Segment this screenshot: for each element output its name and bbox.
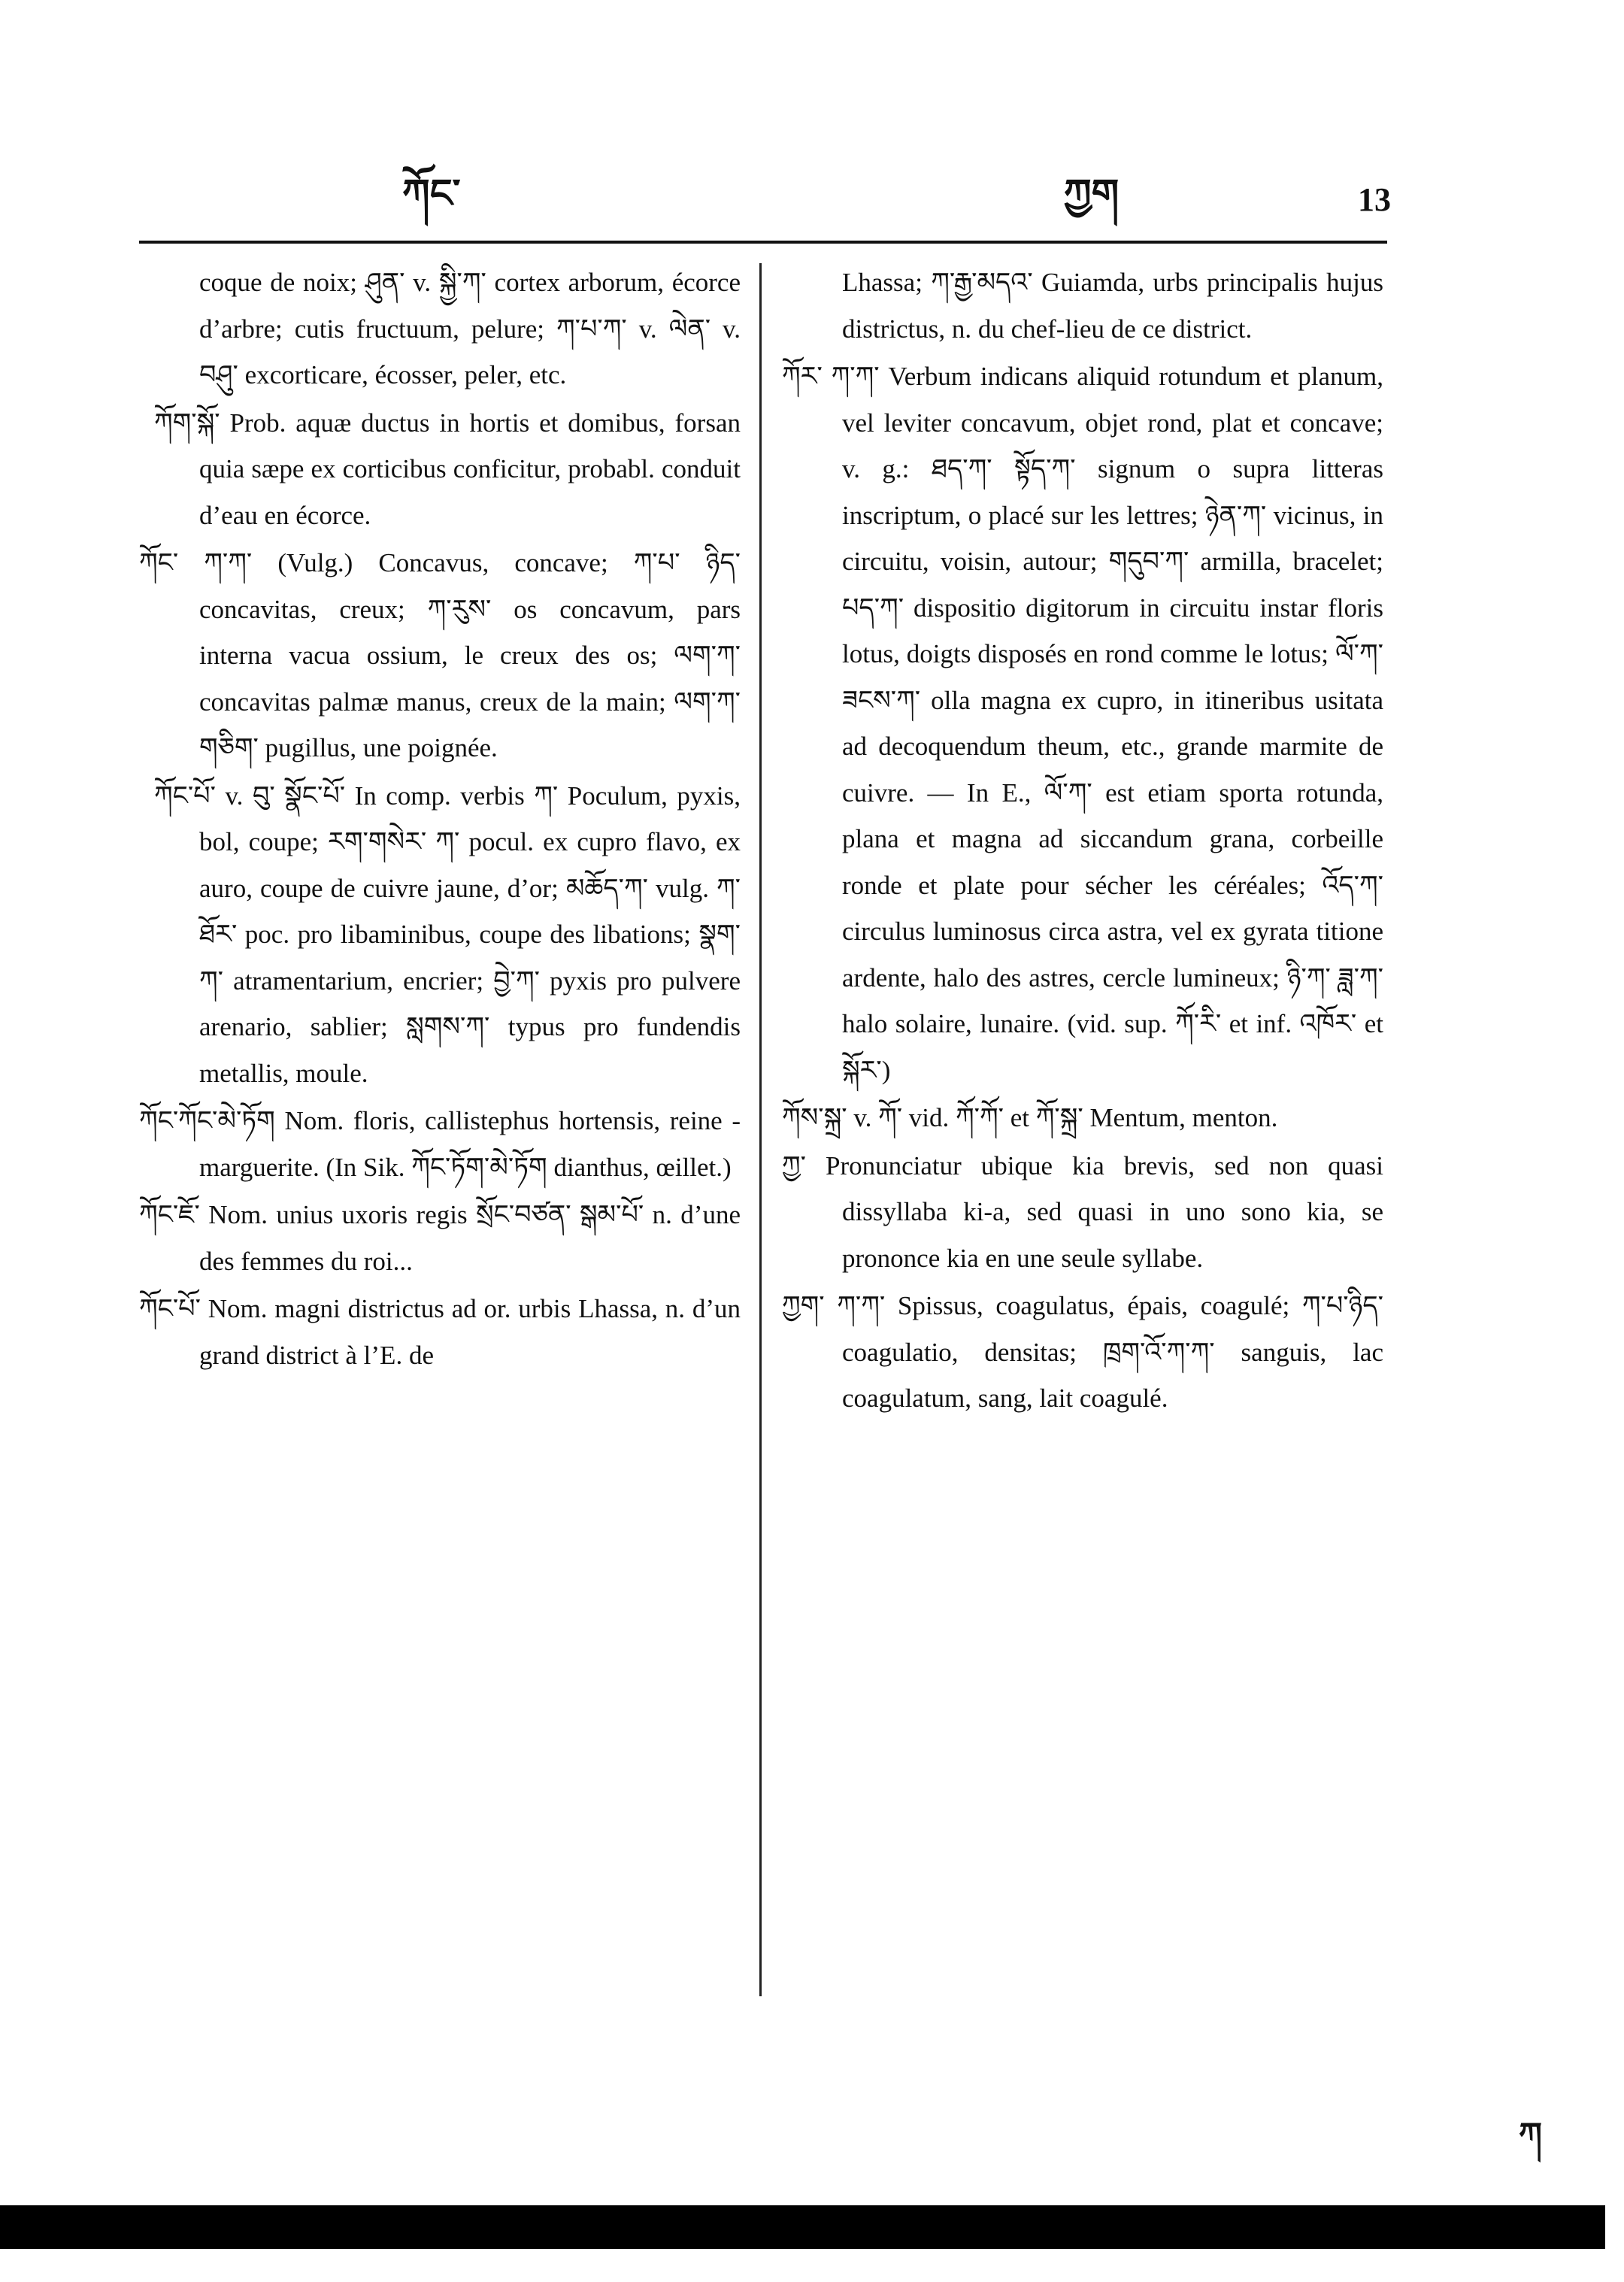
dictionary-entry: ཀོང་པོ་ Nom. magni districtus ad or. urbis Lhassa, n. d’un grand district à l’E. de xyxy=(139,1294,741,1370)
signature-mark: ཀ xyxy=(1519,2117,1542,2153)
scan-edge-bar xyxy=(0,2205,1605,2249)
dictionary-entry: ཀོས་སྐྲ་ v. ཀོ་ vid. ཀོ་ཀོ་ et ཀོ་སྐྲ་ Mentum, menton. xyxy=(782,1103,1278,1132)
right-running-head: ཀྱག xyxy=(1064,173,1120,216)
left-running-head: ཀོང་ xyxy=(402,173,461,216)
page-number: 13 xyxy=(1358,181,1391,218)
dictionary-entry: ཀོང་ཀོང་མེ་ཏོག Nom. floris, callistephus hortensis, reine - marguerite. (In Sik. ཀོང་ཏོག་མེ་ཏོག dianthus, œillet.) xyxy=(139,1106,741,1182)
dictionary-entry: ཀོང་ཇོ་ Nom. unius uxoris regis སྲོང་བཙན་ སྒམ་པོ་ n. d’une des femmes du roi... xyxy=(139,1200,741,1276)
dictionary-entry: ཀོང་པོ་ v. བུ་ སྣོང་པོ་ In comp. verbis ཀ་ Poculum, pyxis, bol, coupe; རག་གསེར་ ཀ་ pocul. ex cupro flavo, ex auro, coupe de cuivre jaune, d’or; མཆོད་ཀ་ vulg. ཀ་ཐོར་ poc. pro libaminibus, coupe des libations; སྣག་ཀ་ atramentarium, encrier; བྱེ་ཀ་ pyxis pro pulvere arenario, sablier; སླགས་ཀ་ typus pro fundendis metallis, moule. xyxy=(154,780,741,1088)
column-divider xyxy=(759,263,762,1996)
header-rule xyxy=(139,241,1387,244)
dictionary-entry: ཀྱག་ ཀ་ཀ་ Spissus, coagulatus, épais, coagulé; ཀ་པ་ཉིད་ coagulatio, densitas; ཁྲག་འོ་ཀ་ཀ་ sanguis, lac coagulatum, sang, lait coagulé. xyxy=(782,1291,1383,1413)
dictionary-entry: ཀོག་སྐོ་ Prob. aquæ ductus in hortis et domibus, forsan quia sæpe ex corticibus conficitur, probabl. conduit d’eau en écorce. xyxy=(154,408,741,530)
left-column xyxy=(139,259,741,1380)
dictionary-entry: ཀྱ་ Pronunciatur ubique kia brevis, sed non quasi dissyllaba ki-a, sed quasi in uno sono kia, se prononce kia en une seule syllabe. xyxy=(782,1150,1383,1273)
right-column xyxy=(782,259,1383,1423)
entry-continuation: Lhassa; ཀ་རྒྱ་མདའ་ Guiamda, urbs principalis hujus districtus, n. du chef-lieu de ce district. xyxy=(842,268,1383,344)
entry-continuation: coque de noix; ཤུན་ v. སྐྱི་ཀ་ cortex arborum, écorce d’arbre; cutis fructuum, pelure; ཀ་པ་ཀ་ v. ལེན་ v. བཤུ་ excorticare, écosser, peler, etc. xyxy=(199,268,741,389)
dictionary-entry: ཀོར་ ཀ་ཀ་ Verbum indicans aliquid rotundum et planum, vel leviter concavum, objet rond, plat et concave; v. g.: ཐད་ཀ་ སྟོད་ཀ་ signum o supra litteras inscriptum, o placé sur les lettres; ཉེན་ཀ་ vicinus, in circuitu, voisin, autour; གདུབ་ཀ་ armilla, bracelet; པད་ཀ་ dispositio digitorum in circuitu instar floris lotus, doigts disposés en rond comme le lotus; ལོ་ཀ་ ཟངས་ཀ་ olla magna ex cupro, in itineribus usitata ad decoquendum theum, etc., grande marmite de cuivre. — In E., ལོ་ཀ་ est etiam sporta rotunda, plana et magna ad siccandum grana, corbeille ronde et plate pour sécher les céréales; འོད་ཀ་ circulus luminosus circa astra, vel ex gyrata titione ardente, halo des astres, cercle lumineux; ཉི་ཀ་ ཟླ་ཀ་ halo solaire, lunaire. (vid. sup. ཀོ་རི་ et inf. འཁོར་ et སྐོར་) xyxy=(782,362,1383,1085)
dictionary-entry: ཀོང་ ཀ་ཀ་ (Vulg.) Concavus, concave; ཀ་པ་ ཉིད་ concavitas, creux; ཀ་རུས་ os concavum, pars interna vacua ossium, le creux des os; ལག་ཀ་ concavitas palmæ manus, creux de la main; ལག་ཀ་གཅིག་ pugillus, une poignée. xyxy=(139,548,741,762)
